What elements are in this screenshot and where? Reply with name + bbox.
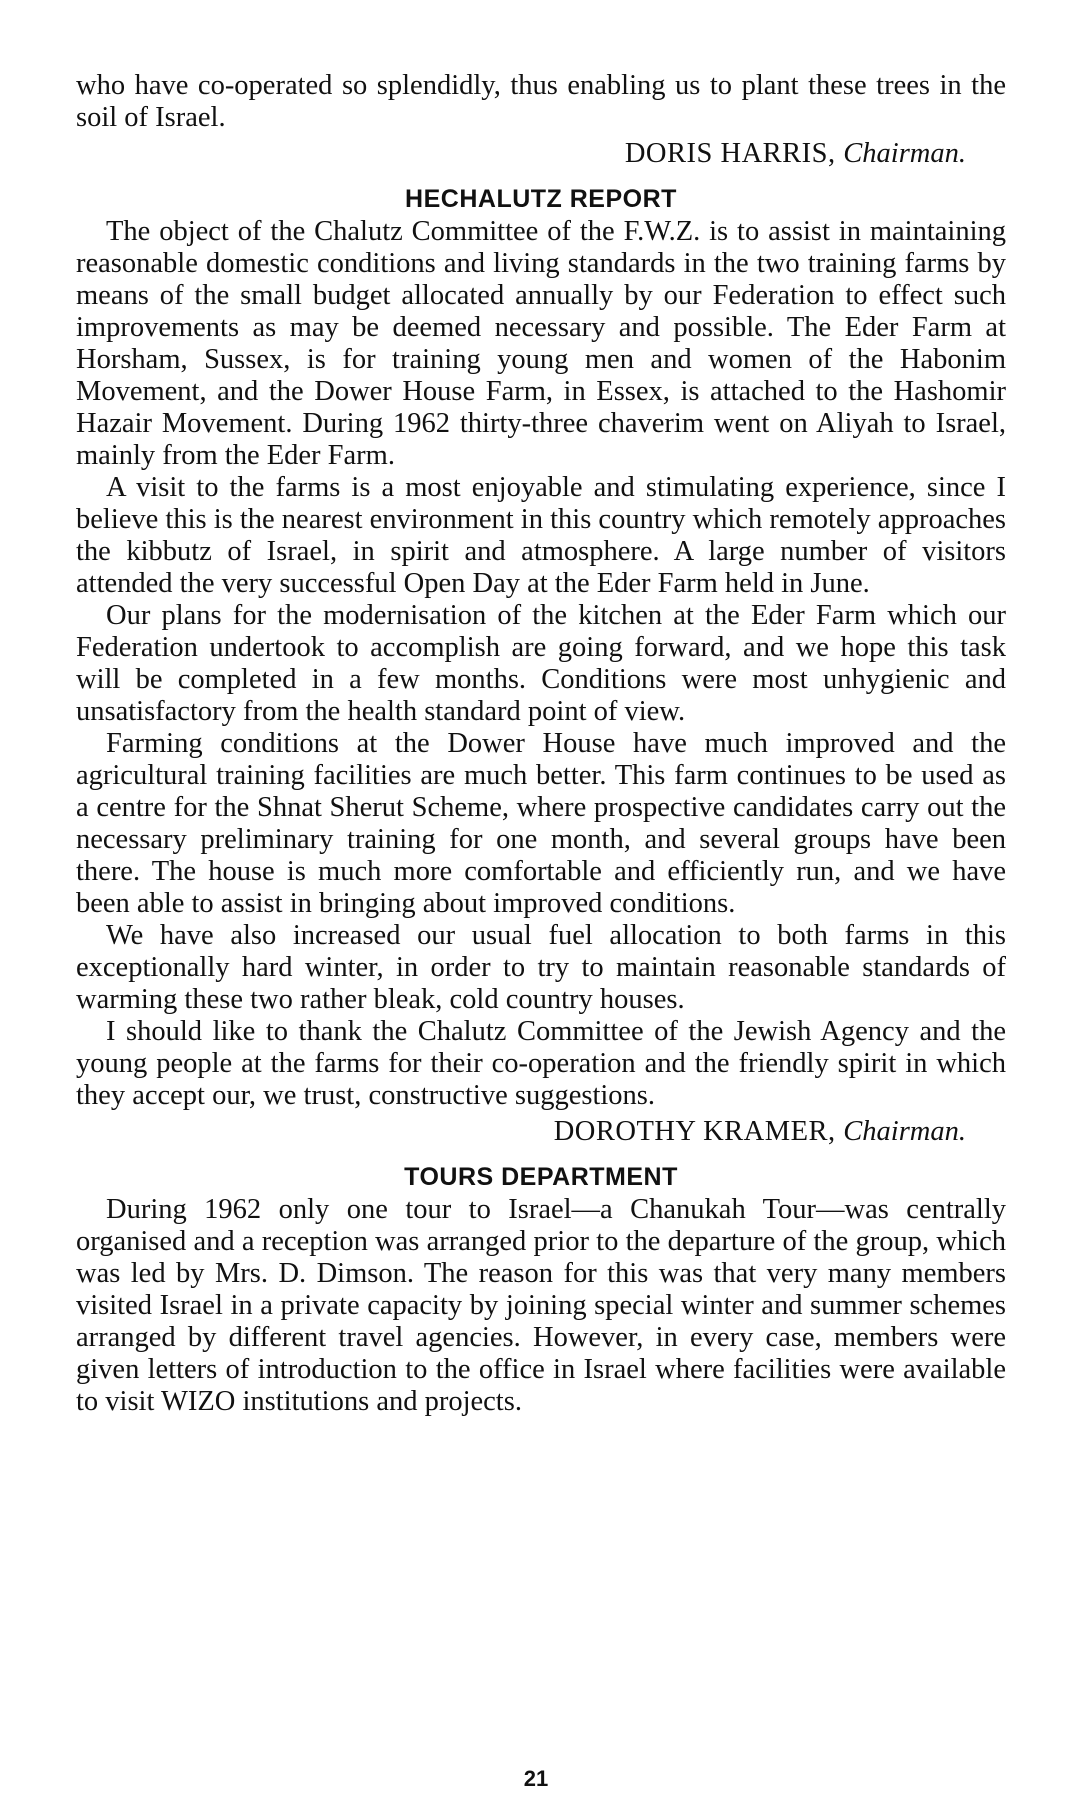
tours-paragraph-1: During 1962 only one tour to Israel—a Chanukah Tour—was centrally organised and a reception was arranged prior to the departure of the group, which was led by Mrs. D. Dimson. The reason for this was that very many members visited Israel in a private capacity by joining special winter and summer schemes arranged by different travel agencies. However, in every case, members were given letters of introduction to the office in Israel where facilities were available to visit WIZO institutions and projects. [76, 1194, 1006, 1417]
hechalutz-paragraph-3: Our plans for the modernisation of the kitchen at the Eder Farm which our Federation undertook to accomplish are going forward, and we hope this task will be completed in a few months. Conditions were most unhygienic and unsatisfactory from the health standard point of view. [76, 600, 1006, 727]
hechalutz-signature-role: Chairman. [843, 1116, 966, 1147]
hechalutz-paragraph-6: I should like to thank the Chalutz Committee of the Jewish Agency and the young people at the farms for their co-operation and the friendly spirit in which they accept our, we trust, constructive suggestions. [76, 1016, 1006, 1111]
page-number: 21 [523, 1766, 549, 1791]
hechalutz-paragraph-4: Farming conditions at the Dower House have much improved and the agricultural training facilities are much better. This farm continues to be used as a centre for the Shnat Sherut Scheme, where prospective candidates carry out the necessary preliminary training for one month, and several groups have been there. The house is much more comfortable and efficiently run, and we have been able to assist in bringing about improved conditions. [76, 728, 1006, 919]
hechalutz-signature [76, 1116, 1006, 1148]
hechalutz-paragraph-5: We have also increased our usual fuel allocation to both farms in this exceptionally hard winter, in order to try to maintain reasonable standards of warming these two rather bleak, cold country houses. [76, 920, 1006, 1015]
intro-paragraph: who have co-operated so splendidly, thus enabling us to plant these trees in the soil of Israel. [76, 70, 1006, 133]
hechalutz-paragraph-1: The object of the Chalutz Committee of the F.W.Z. is to assist in maintaining reasonable domestic conditions and living standards in the two training farms by means of the small budget allocated annually by our Federation to effect such improvements as may be deemed necessary and possible. The Eder Farm at Horsham, Sussex, is for training young men and women of the Habonim Movement, and the Dower House Farm, in Essex, is attached to the Hashomir Hazair Movement. During 1962 thirty-three chaverim went on Aliyah to Israel, mainly from the Eder Farm. [76, 216, 1006, 471]
hechalutz-heading: HECHALUTZ REPORT [405, 185, 677, 213]
intro-signature [76, 138, 1006, 170]
tours-heading: TOURS DEPARTMENT [404, 1163, 678, 1191]
intro-signature-role: Chairman. [843, 138, 966, 169]
hechalutz-signature-name: DOROTHY KRAMER, [553, 1116, 836, 1147]
hechalutz-paragraph-2: A visit to the farms is a most enjoyable and stimulating experience, since I believe this is the nearest environment in this country which remotely approaches the kibbutz of Israel, in spirit and atmosphere. A large number of visitors attended the very successful Open Day at the Eder Farm held in June. [76, 472, 1006, 599]
document-page [76, 70, 1006, 1418]
intro-signature-name: DORIS HARRIS, [624, 138, 836, 169]
